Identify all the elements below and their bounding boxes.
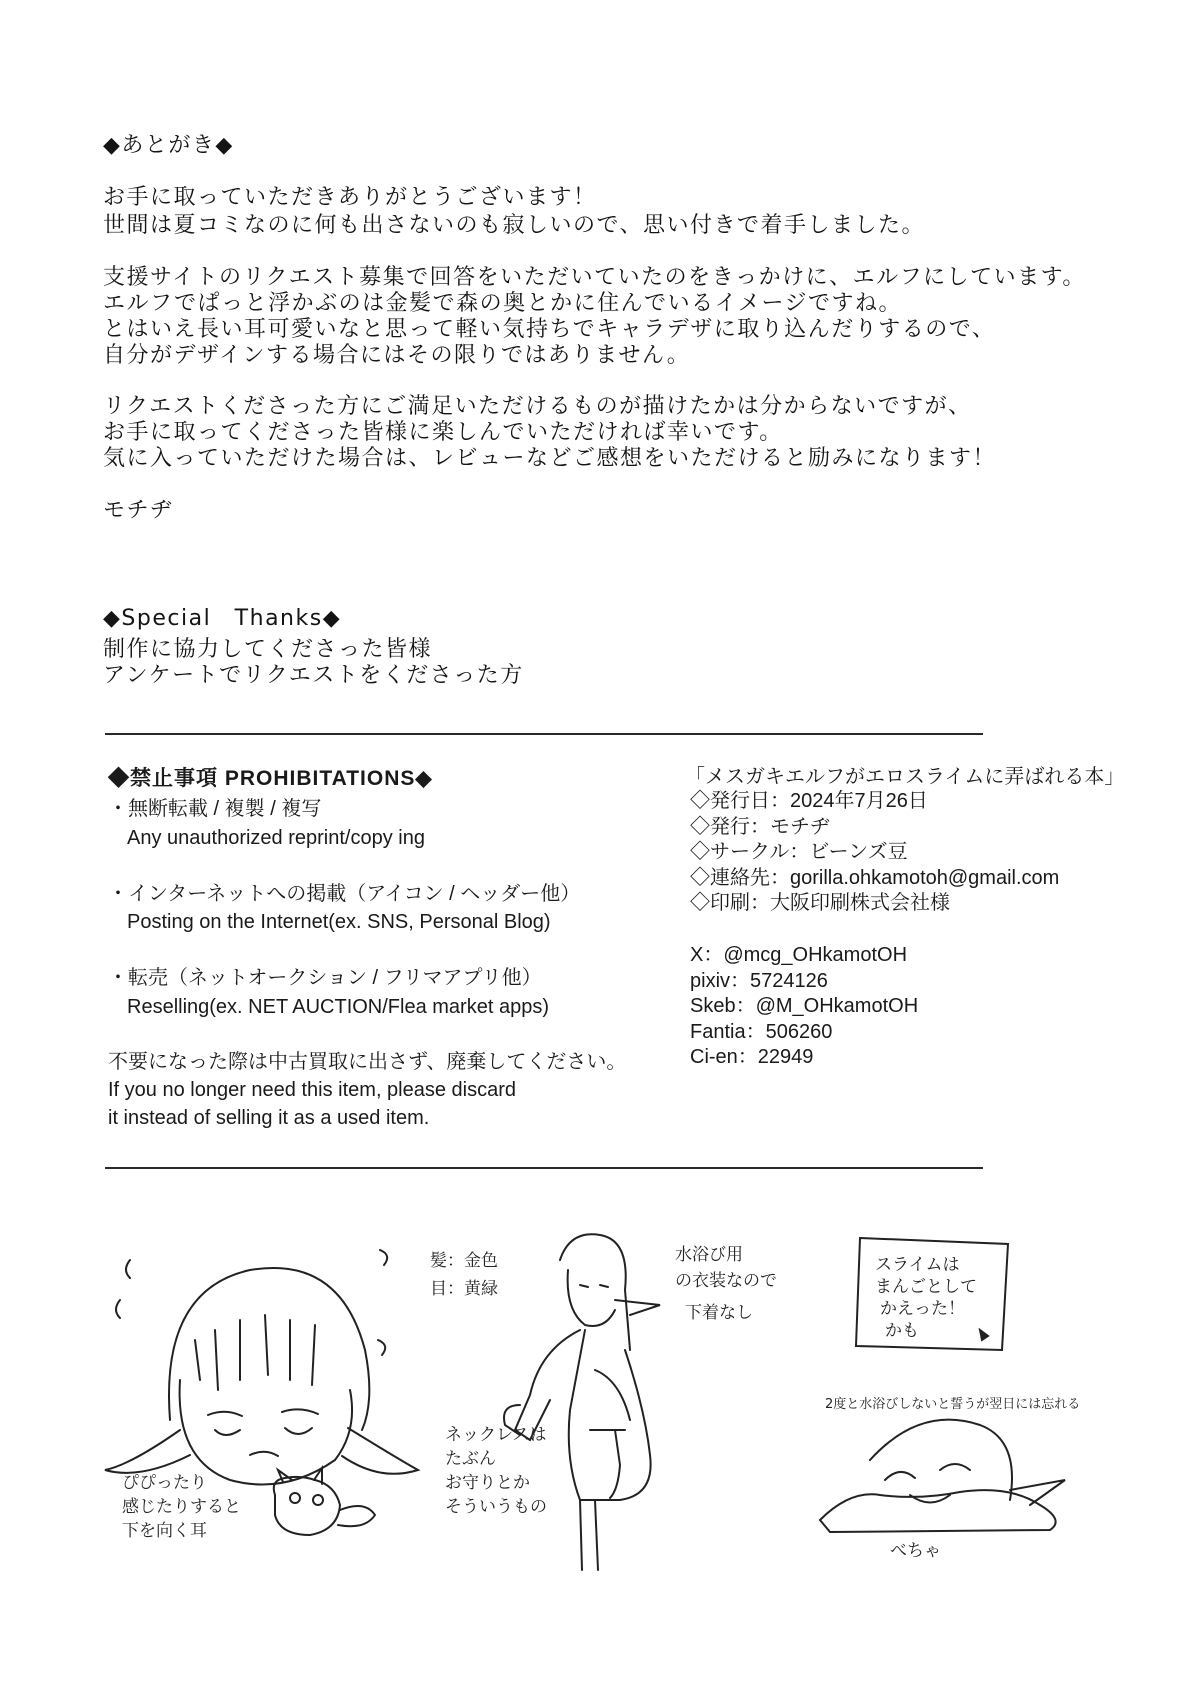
elf-face-sketch [100,1230,420,1560]
necklace-note-line: ネックレスは [445,1425,547,1445]
afterword-line: 支援サイトのリクエスト募集で回答をいただいていたのをきっかけに、エルフにしています。 [103,265,1086,290]
colophon-detail: ◇印刷：大阪印刷株式会社様 [690,892,950,914]
divider-bottom [105,1167,983,1169]
necklace-note-line: お守りとか [445,1473,530,1493]
swimsuit-note-line: 水浴び用 [675,1245,743,1265]
account-line: Skeb：@M_OHkamotOH [690,995,919,1017]
thanks-heading: ◆Special Thanks◆ [103,606,342,631]
colophon-detail: ◇サークル：ビーンズ豆 [690,841,908,863]
thanks-line: アンケートでリクエストをくださった方 [103,663,524,688]
divider-top [105,733,983,735]
colophon-detail: ◇発行：モチヂ [690,816,830,838]
afterword-signature: モチヂ [103,498,174,523]
prohibition-jp: ・転売（ネットオークション / フリマアプリ他） [108,967,542,989]
prohibition-jp: ・インターネットへの掲載（アイコン / ヘッダー他） [108,883,581,905]
elf-standing-sketch [420,1230,800,1590]
ears-note-line: 感じたりすると [122,1497,241,1517]
prohibition-jp: ・無断転載 / 複製 / 複写 [108,798,322,820]
colophon-title: 「メスガキエルフがエロスライムに弄ばれる本」 [685,766,1125,788]
necklace-note-line: そういうもの [445,1497,547,1517]
account-line: Ci-en：22949 [690,1046,814,1068]
afterword-line: 世間は夏コミなのに何も出さないのも寂しいので、思い付きで着手しました。 [103,213,926,238]
eye-color-note: 目：黄緑 [430,1279,498,1299]
slime-box-line: かえった！ [880,1299,965,1319]
slime-box-line: かも [885,1321,919,1341]
colophon-detail: ◇連絡先：gorilla.ohkamotoh@gmail.com [690,867,1060,889]
slime-box-line: スライムは [875,1255,960,1275]
slime-sound-effect: べちゃ [890,1541,941,1561]
cat-doodle [274,1468,375,1535]
afterword-line: リクエストくださった方にご満足いただけるものが描けたかは分からないですが、 [103,394,972,419]
ears-note-line: 下を向く耳 [122,1521,207,1541]
hair-color-note: 髪：金色 [430,1251,498,1271]
necklace-note-line: たぶん [445,1449,496,1469]
prohibition-notice-jp: 不要になった際は中古買取に出さず、廃棄してください。 [108,1051,627,1073]
swimsuit-note-line: 下着なし [685,1303,753,1323]
prohibition-notice-en: If you no longer need this item, please discard [108,1079,517,1101]
afterword-line: 自分がデザインする場合にはその限りではありません。 [103,343,691,368]
account-line: pixiv：5724126 [690,970,828,992]
thanks-line: 制作に協力してくださった皆様 [103,637,433,662]
afterword-line: とはいえ長い耳可愛いなと思って軽い気持ちでキャラデザに取り込んだりするので、 [103,317,996,342]
slime-box-line: まんごとして [875,1277,977,1297]
ears-note-line: ぴぴったり [122,1473,207,1493]
afterword-line: 気に入っていただけた場合は、レビューなどご感想をいただけると励みになります！ [103,446,997,471]
prohibition-en: Posting on the Internet(ex. SNS, Personal Blog) [127,911,551,933]
prohibition-en: Any unauthorized reprint/copy ing [127,827,425,849]
afterword-line: お手に取ってくださった皆様に楽しんでいただければ幸いです。 [103,420,783,445]
slime-note: 2度と水浴びしないと誓うが翌日には忘れる [825,1397,1081,1412]
afterword-line: お手に取っていただきありがとうございます！ [103,185,597,210]
slime-sketch [790,1230,1100,1560]
account-line: X：@mcg_OHkamotOH [690,944,908,966]
swimsuit-note-line: の衣装なので [675,1271,777,1291]
afterword-line: エルフでぱっと浮かぶのは金髪で森の奥とかに住んでいるイメージですね。 [103,291,903,316]
account-line: Fantia：506260 [690,1021,833,1043]
colophon-detail: ◇発行日：2024年7月26日 [690,790,928,812]
prohibition-notice-en: it instead of selling it as a used item. [108,1107,430,1129]
prohibitions-heading: ◆禁止事項 PROHIBITATIONS◆ [108,767,433,790]
afterword-heading: ◆あとがき◆ [103,133,234,158]
prohibition-en: Reselling(ex. NET AUCTION/Flea market apps) [127,996,549,1018]
